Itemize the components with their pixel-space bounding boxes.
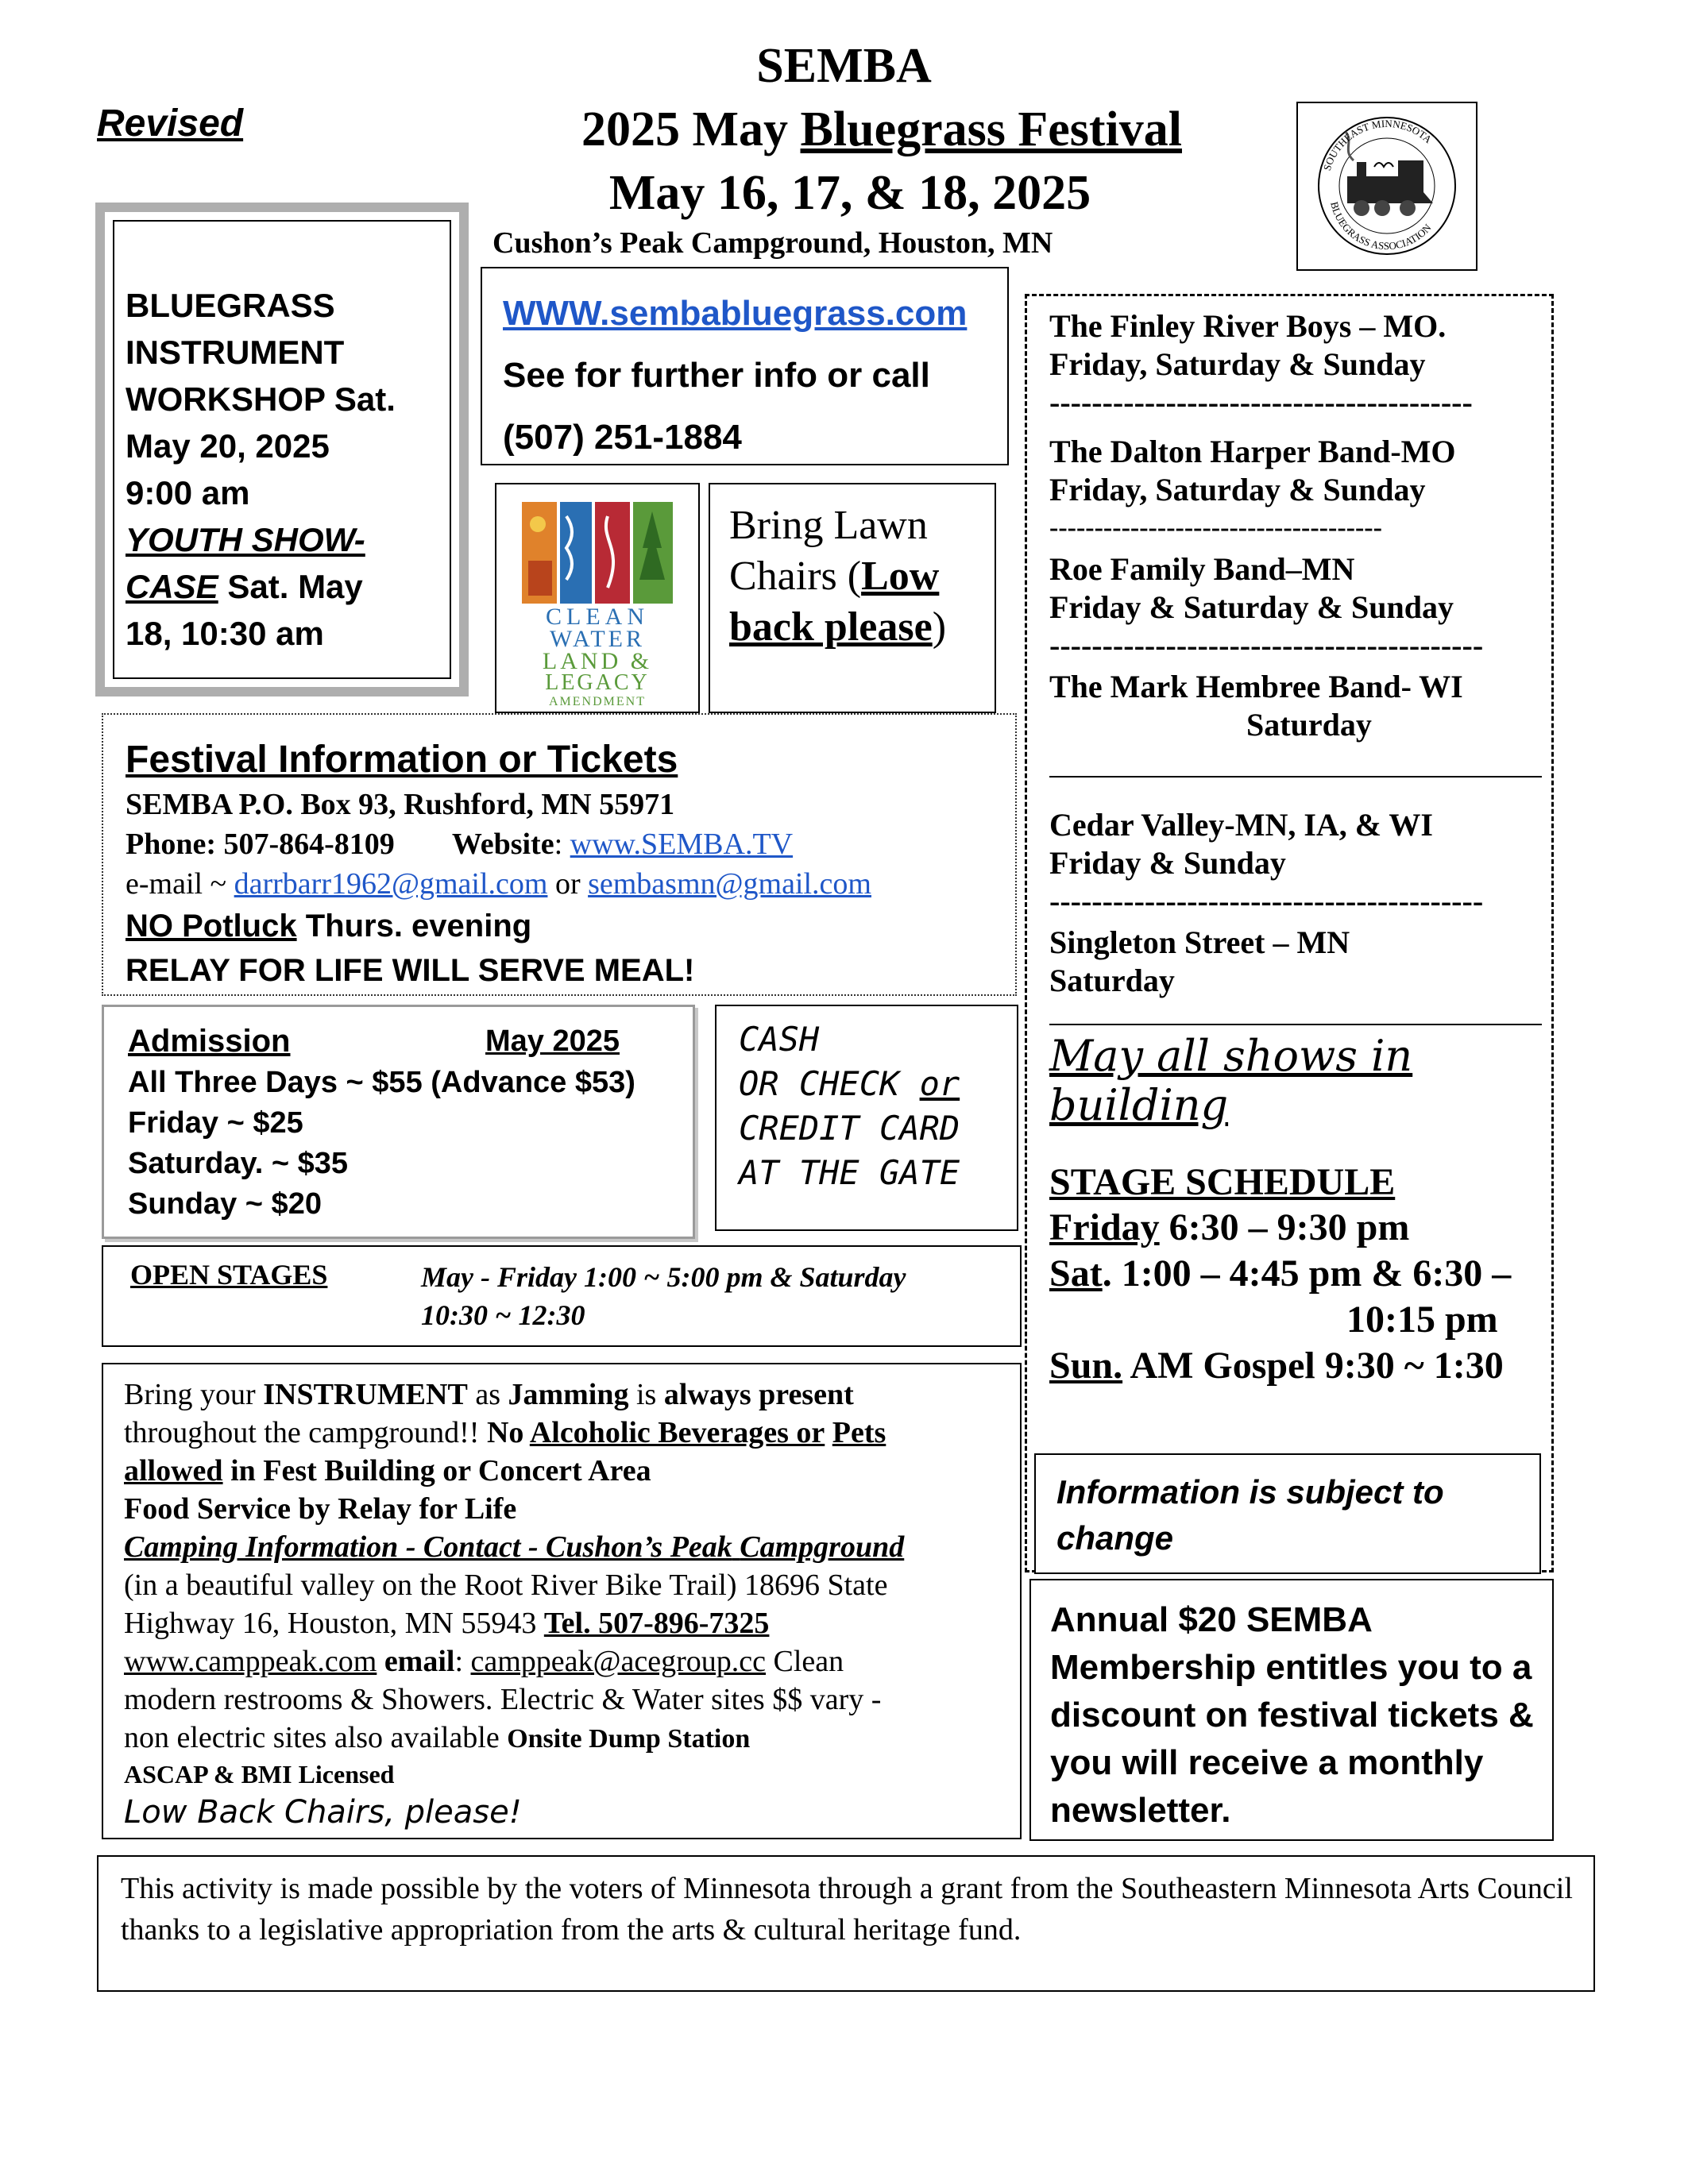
- potluck-rest: Thurs. evening: [296, 909, 532, 943]
- membership-text: Annual $20 SEMBA Membership entitles you to a discount on festival tickets & you will receive a monthly newsletter.: [1050, 1600, 1534, 1830]
- workshop-line-4: May 20, 2025: [126, 427, 330, 465]
- band-name: Singleton Street – MN: [1049, 924, 1350, 960]
- admission-row: Saturday. ~ $35: [128, 1147, 349, 1180]
- subject-line-2: change: [1056, 1519, 1174, 1557]
- non-electric-text: non electric sites also available: [124, 1721, 508, 1754]
- payment-text: [739, 1017, 960, 1195]
- admission-box: [102, 1005, 695, 1239]
- shows-in-building-note: [1049, 1032, 1534, 1130]
- campground-website-link[interactable]: www.camppeak.com: [124, 1645, 377, 1678]
- cash-line-2b: or: [919, 1064, 960, 1103]
- cash-line-4: AT THE GATE: [739, 1153, 960, 1192]
- workshop-text: [126, 282, 459, 657]
- festival-address: SEMBA P.O. Box 93, Rushford, MN 55971: [126, 788, 675, 821]
- subject-to-change-box: [1034, 1453, 1541, 1574]
- youth-showcase-b: CASE: [126, 568, 218, 605]
- instr-text-l: allowed: [124, 1454, 223, 1488]
- cw-land: LAND &: [542, 648, 653, 674]
- email-prefix: e-mail ~: [126, 867, 234, 901]
- lawn-line-3a: back please: [729, 604, 933, 650]
- dashed-divider: -------------------------------------: [1049, 513, 1382, 542]
- open-stages-times: [421, 1258, 1009, 1334]
- low-back-chairs-note: Low Back Chairs, please!: [124, 1794, 522, 1831]
- website-text: [503, 283, 967, 469]
- website-label: Website: [451, 828, 554, 861]
- train-logo-icon: [1298, 103, 1476, 269]
- logo-text-bottom: BLUEGRASS ASSOCIATION: [1328, 200, 1434, 253]
- subject-to-change-text: [1056, 1469, 1444, 1561]
- instr-text-g: throughout the campground!!: [124, 1416, 487, 1449]
- stage-schedule-title: STAGE SCHEDULE: [1049, 1161, 1396, 1203]
- title-prefix: 2025 May: [581, 102, 801, 156]
- instr-text-a: Bring your: [124, 1378, 264, 1411]
- lawn-chairs-text: [729, 500, 946, 653]
- org-title: SEMBA: [756, 39, 932, 93]
- stage-saturday-day: Sat: [1049, 1252, 1103, 1295]
- dashed-divider: ----------------------------------------: [1049, 384, 1473, 420]
- relay-meal: RELAY FOR LIFE WILL SERVE MEAL!: [126, 953, 695, 988]
- festival-title: [413, 102, 1350, 158]
- instr-text-m: in Fest Building or Concert Area: [222, 1454, 651, 1488]
- grant-footer-box: [97, 1855, 1595, 1992]
- workshop-box: [95, 203, 469, 696]
- open-stages-line-2: 10:30 ~ 12:30: [421, 1299, 585, 1331]
- band-name: The Dalton Harper Band-MO: [1049, 434, 1456, 469]
- membership-box: [1029, 1579, 1554, 1841]
- band-days: Friday & Saturday & Sunday: [1049, 589, 1454, 625]
- open-stages-line-1: May - Friday 1:00 ~ 5:00 pm & Saturday: [421, 1261, 906, 1293]
- stage-friday: [1049, 1205, 1534, 1251]
- stage-sunday: [1049, 1343, 1534, 1389]
- semba-logo: [1296, 102, 1477, 271]
- lawn-line-1: Bring Lawn: [729, 503, 928, 548]
- solid-divider: [1049, 776, 1542, 778]
- admission-text: [128, 1021, 676, 1225]
- food-service: Food Service by Relay for Life: [124, 1492, 517, 1526]
- admission-row: All Three Days ~ $55 (Advance $53): [128, 1066, 635, 1099]
- festival-info-text: Festival Information or Tickets SEMBA P.O. Box 93, Rushford, MN 55971 Phone: 507-864-8109 Website: www.SEMBA.TV e-mail ~ darrbarr1962@gmail.com or sembasmn@gmail.com NO Potluck Thurs. evening RELAY FOR LIFE WILL SERVE MEAL!: [126, 735, 1007, 993]
- dump-station: Onsite Dump Station: [507, 1724, 751, 1754]
- cw-amendment: AMENDMENT: [549, 695, 646, 708]
- admission-period: May 2025: [485, 1024, 620, 1058]
- admission-row: Sunday ~ $20: [128, 1187, 322, 1221]
- festival-website-link[interactable]: WWW.sembabluegrass.com: [503, 294, 968, 333]
- band-days: Friday & Sunday: [1049, 845, 1286, 881]
- email-link-2[interactable]: sembasmn@gmail.com: [588, 867, 871, 901]
- stage-friday-time: 6:30 – 9:30 pm: [1159, 1206, 1410, 1248]
- instr-text-c: as: [467, 1378, 508, 1411]
- cash-line-2a: OR CHECK: [739, 1064, 920, 1103]
- stage-sunday-day: Sun.: [1049, 1345, 1123, 1387]
- lawn-line-3b: ): [932, 604, 947, 650]
- info-phone: (507) 251-1884: [503, 418, 742, 457]
- clean-water-logo-icon: [496, 484, 698, 712]
- youth-showcase-b-rest: Sat. May: [218, 568, 363, 605]
- semba-website-link[interactable]: www.SEMBA.TV: [570, 828, 794, 861]
- instr-text-e: is: [628, 1378, 664, 1411]
- instr-text-i: Alcoholic Beverages or: [529, 1416, 825, 1449]
- instr-text-d: Jamming: [508, 1378, 629, 1411]
- lawn-line-2b: Low: [861, 554, 940, 599]
- cw-legacy: LEGACY: [545, 670, 650, 695]
- band-days: Saturday: [1049, 963, 1175, 998]
- camping-info-box: [102, 1363, 1022, 1839]
- payment-box: [715, 1005, 1018, 1231]
- camping-contact-2: Campground: [740, 1530, 905, 1564]
- workshop-line-1: BLUEGRASS: [126, 287, 335, 324]
- campground-email-label: email: [384, 1645, 455, 1678]
- band-name: The Mark Hembree Band- WI: [1049, 669, 1463, 704]
- instr-text-f: always present: [663, 1378, 854, 1411]
- shows-line-1: May all shows in: [1049, 1031, 1413, 1081]
- revised-label: Revised: [97, 102, 244, 145]
- open-stages-title: OPEN STAGES: [130, 1259, 328, 1291]
- instr-text-j: [825, 1416, 832, 1449]
- band-name: Roe Family Band–MN: [1049, 551, 1355, 587]
- cash-line-3: CREDIT CARD: [739, 1109, 960, 1148]
- no-potluck: NO Potluck: [126, 909, 297, 943]
- band-days: Friday, Saturday & Sunday: [1049, 472, 1426, 507]
- title-underlined: Bluegrass Festival: [800, 102, 1182, 156]
- workshop-line-5: 9:00 am: [126, 474, 250, 511]
- camping-info-text: Bring your INSTRUMENT as Jamming is always present throughout the campground!! No Alcoholic Beverages or Pets allowed in Fest Building or Concert Area Food Service by Relay for Life Camping Information - Contact - Cushon’s Peak Campground (in a beautiful valley on the Root River Bike Trail) 18696 State Highway 16, Houston, MN 55943 Tel. 507-896-7325 www.camppeak.com email: camppeak@acegroup.cc Clean modern restrooms & Showers. Electric & Water sites $$ vary - non electric sites also available Onsite Dump Station ASCAP & BMI Licensed Low Back Chairs, please!: [124, 1376, 1006, 1835]
- band-days: Friday, Saturday & Sunday: [1049, 346, 1426, 382]
- grant-footer-text: This activity is made possible by the voters of Minnesota through a grant from the Southeastern Minnesota Arts Council thanks to a legislative appropriation from the arts & cultural heritage fund.: [121, 1872, 1573, 1947]
- workshop-line-2: INSTRUMENT: [126, 334, 345, 371]
- campground-phone: Tel. 507-896-7325: [543, 1607, 770, 1640]
- festival-dates: May 16, 17, & 18, 2025: [608, 166, 1091, 220]
- band-name: Cedar Valley-MN, IA, & WI: [1049, 807, 1433, 843]
- clean-text: Clean: [766, 1645, 844, 1678]
- clean-water-logo: [495, 483, 700, 713]
- logo-text-top: SOUTHEAST MINNESOTA: [1320, 117, 1435, 172]
- stage-saturday-time-2: 10:15 pm: [1346, 1298, 1498, 1341]
- solid-divider: [1049, 1024, 1542, 1025]
- campground-address: Highway 16, Houston, MN 55943: [124, 1607, 544, 1640]
- shows-line-2: building: [1049, 1080, 1229, 1130]
- licensed-text: ASCAP & BMI Licensed: [124, 1760, 395, 1788]
- dashed-divider: -----------------------------------------: [1049, 883, 1484, 919]
- cw-clean: CLEAN: [546, 604, 649, 630]
- lawn-chairs-box: [709, 483, 996, 713]
- bands-box: [1025, 294, 1554, 1572]
- camping-contact: Camping Information - Contact - Cushon’s Peak: [124, 1530, 732, 1564]
- band-name: The Finley River Boys – MO.: [1049, 308, 1447, 344]
- cash-line-1: CASH: [739, 1020, 820, 1059]
- open-stages-box: [102, 1245, 1022, 1347]
- email-or: or: [547, 867, 589, 901]
- admission-title: Admission: [128, 1024, 291, 1059]
- stage-friday-day: Friday: [1049, 1206, 1160, 1248]
- festival-info-box: [102, 713, 1017, 996]
- bands-list: [1049, 307, 1534, 1389]
- stage-saturday-time: . 1:00 – 4:45 pm & 6:30 –: [1102, 1252, 1512, 1295]
- youth-showcase-c: 18, 10:30 am: [126, 615, 324, 652]
- band-days: Saturday: [1246, 707, 1372, 743]
- campground-email-link[interactable]: camppeak@acegroup.cc: [470, 1645, 767, 1678]
- further-info-text: See for further info or call: [503, 356, 930, 395]
- restrooms-text: modern restrooms & Showers. Electric & Water sites $$ vary -: [124, 1683, 882, 1716]
- campground-description: (in a beautiful valley on the Root River Bike Trail) 18696 State: [124, 1569, 888, 1602]
- festival-phone: Phone: 507-864-8109: [126, 828, 395, 861]
- admission-row: Friday ~ $25: [128, 1106, 303, 1140]
- instr-text-k: Pets: [832, 1416, 886, 1449]
- festival-info-title: Festival Information or Tickets: [126, 739, 678, 781]
- instr-text-b: INSTRUMENT: [263, 1378, 468, 1411]
- dashed-divider: -----------------------------------------: [1049, 627, 1484, 663]
- subject-line-1: Information is subject to: [1056, 1473, 1444, 1511]
- stage-saturday: [1049, 1251, 1534, 1297]
- stage-sunday-time: AM Gospel 9:30 ~ 1:30: [1122, 1345, 1504, 1387]
- instr-text-h: No: [486, 1416, 530, 1449]
- workshop-line-3: WORKSHOP Sat.: [126, 380, 396, 418]
- email-link-1[interactable]: darrbarr1962@gmail.com: [234, 867, 548, 901]
- cw-water: WATER: [550, 626, 645, 652]
- lawn-line-2a: Chairs (: [729, 554, 862, 599]
- festival-location: Cushon’s Peak Campground, Houston, MN: [492, 226, 1053, 260]
- youth-showcase-a: YOUTH SHOW-: [126, 521, 365, 558]
- website-box: [481, 267, 1009, 465]
